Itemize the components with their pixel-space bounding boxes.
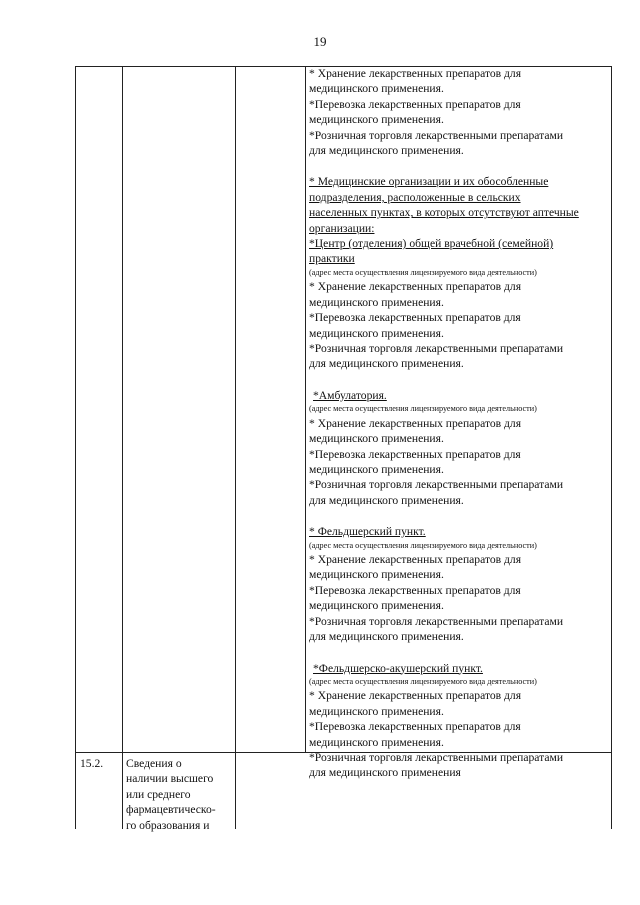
text-line: медицинского применения.	[309, 326, 444, 340]
section-title: * Фельдшерский пункт.	[309, 525, 426, 539]
text-line: *Перевозка лекарственных препаратов для	[309, 583, 521, 597]
intro-items	[309, 66, 609, 158]
text-line: *Перевозка лекарственных препаратов для	[309, 447, 521, 461]
text-line: медицинского применения.	[309, 568, 444, 582]
text-line: * Хранение лекарственных препаратов для	[309, 553, 522, 567]
text-line: *Розничная торговля лекарственными препаратами	[309, 751, 564, 765]
license-activity-cell	[309, 66, 609, 781]
heading-line: подразделения, расположенные в сельских	[309, 190, 521, 204]
text-line: для медицинского применения.	[309, 630, 464, 644]
section-ambulatory	[309, 388, 609, 508]
text-line: *Перевозка лекарственных препаратов для	[309, 97, 521, 111]
address-note: (адрес места осуществления лицензируемого вида деятельности)	[309, 267, 537, 277]
section-general-practice	[309, 236, 609, 372]
text-line: медицинского применения.	[309, 599, 444, 613]
text-line: *Розничная торговля лекарственными препаратами	[309, 478, 564, 492]
column-divider-2	[235, 66, 236, 829]
text-line: медицинского применения.	[309, 432, 444, 446]
rural-organizations-heading	[309, 174, 609, 236]
section-feldsher-obstetric-point	[309, 661, 609, 781]
text-line: *Розничная торговля лекарственными препаратами	[309, 614, 564, 628]
text-line: для медицинского применения	[309, 766, 461, 780]
text-line: * Хранение лекарственных препаратов для	[309, 280, 522, 294]
text-line: медицинского применения.	[309, 113, 444, 127]
row-number: 15.2.	[80, 757, 104, 770]
text-line: медицинского применения.	[309, 462, 444, 476]
label-line: фармацевтическо-	[126, 803, 216, 817]
label-line: или среднего	[126, 787, 191, 801]
address-note: (адрес места осуществления лицензируемого вида деятельности)	[309, 404, 537, 414]
column-divider-1	[122, 66, 123, 829]
text-line: медицинского применения.	[309, 735, 444, 749]
text-line: для медицинского применения.	[309, 357, 464, 371]
section-feldsher-point	[309, 524, 609, 644]
table-left-border	[75, 66, 76, 829]
page-number: 19	[313, 34, 327, 49]
label-line: Сведения о	[126, 757, 182, 770]
address-note: (адрес места осуществления лицензируемого вида деятельности)	[309, 676, 537, 686]
text-line: * Хранение лекарственных препаратов для	[309, 67, 522, 80]
heading-line: населенных пунктах, в которых отсутствуют аптечные	[309, 206, 579, 220]
text-line: *Розничная торговля лекарственными препаратами	[309, 342, 564, 355]
row-label	[126, 756, 234, 833]
section-title: *Фельдшерско-акушерский пункт.	[313, 661, 483, 675]
section-title: практики	[309, 252, 355, 266]
text-line: * Хранение лекарственных препаратов для	[309, 689, 522, 703]
text-line: для медицинского применения.	[309, 144, 464, 158]
label-line: наличии высшего	[126, 772, 214, 786]
address-note: (адрес места осуществления лицензируемого вида деятельности)	[309, 540, 537, 550]
text-line: медицинского применения.	[309, 295, 444, 309]
column-divider-3	[305, 66, 306, 753]
section-title: *Центр (отделения) общей врачебной (семейной)	[309, 237, 554, 251]
text-line: медицинского применения.	[309, 82, 444, 96]
table-right-border	[611, 66, 612, 829]
section-title: *Амбулатория.	[313, 388, 387, 402]
text-line: *Перевозка лекарственных препаратов для	[309, 720, 521, 734]
text-line: для медицинского применения.	[309, 493, 464, 507]
label-line: го образования и	[126, 818, 210, 832]
text-line: медицинского применения.	[309, 704, 444, 718]
heading-line: * Медицинские организации и их обособленные	[309, 175, 549, 189]
text-line: *Перевозка лекарственных препаратов для	[309, 311, 521, 325]
heading-line: организации:	[309, 221, 375, 235]
text-line: *Розничная торговля лекарственными препаратами	[309, 128, 564, 142]
text-line: * Хранение лекарственных препаратов для	[309, 416, 522, 430]
